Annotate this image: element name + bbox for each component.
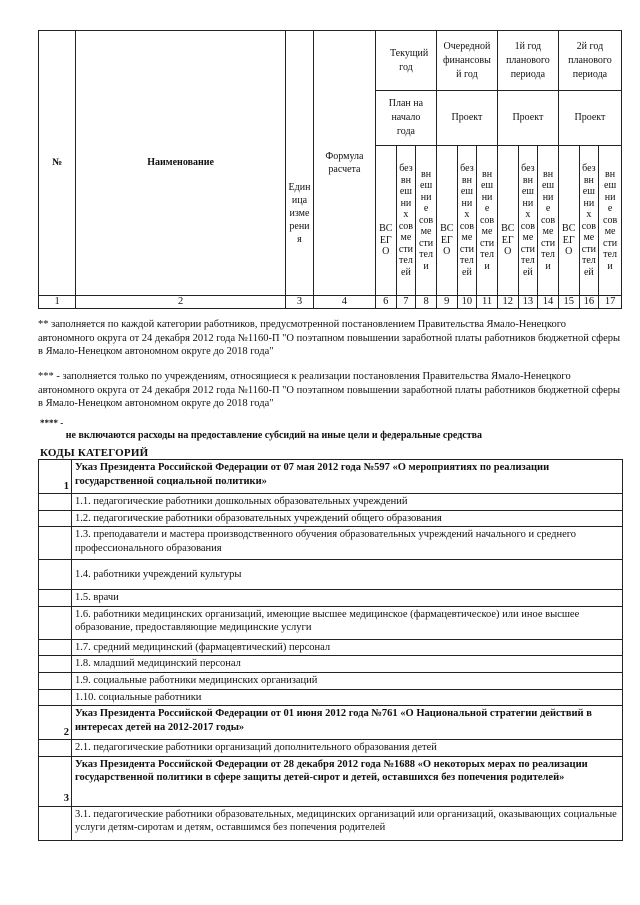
footnote-quad-star-text: не включаются расходы на предоставление субсидий на иные цели и федеральные средства: [65, 430, 482, 441]
sub-no-part: без вн еш ни х сов ме сти тел ей: [518, 146, 538, 296]
sub-part: вн еш ни е сов ме сти тел и: [477, 146, 498, 296]
sub-no-part: без вн еш ни х сов ме сти тел ей: [396, 146, 416, 296]
footnote-quad-star: [40, 418, 482, 441]
category-item: 3.1. педагогические работники образовательных, медицинских организаций или организаций, оказывающих социальные услуги детям-сиротам и детям, оставшимся без попечения родителей: [72, 806, 623, 840]
group-index: 3: [39, 756, 72, 806]
category-item: 1.2. педагогические работники образовательных учреждений общего образования: [72, 510, 623, 527]
footnote-double-star: ** заполняется по каждой категории работников, предусмотренной постановлением Правительства Ямало-Ненецкого автономного округа от 24 декабря 2012 года №1160-П "О поэтапном повышении заработной платы работников бюджетной сферы в Ямало-Ненецком автономном округе до 2018 года": [38, 319, 621, 357]
col-name-header: Наименование: [76, 31, 286, 296]
sub-total: ВС ЕГ О: [375, 146, 396, 296]
sub-part: вн еш ни е сов ме сти тел и: [416, 146, 437, 296]
group-title: Указ Президента Российской Федерации от 01 июня 2012 года №761 «О Национальной стратегии действий в интересах детей на 2012-2017 годы»: [72, 706, 623, 740]
footnote-dash: -: [58, 418, 64, 428]
footnote-triple-star: *** - заполняется только по учреждениям, относящиеся к реализации постановления Правительства Ямало-Ненецкого автономного округа от 24 декабря 2012 года №1160-П "О поэтапном повышении заработной платы работников бюджетной сферы в Ямало-Ненецком автономном округе до 2018 года": [38, 371, 621, 409]
category-item: 2.1. педагогические работники организаций дополнительного образования детей: [72, 740, 623, 757]
header-table: [38, 30, 622, 309]
column-number: 4: [313, 296, 375, 309]
col-formula-header: Формула расчета: [313, 31, 375, 296]
group-title: Указ Президента Российской Федерации от 28 декабря 2012 года №1688 «О некоторых мерах по реализации государственной политики в сфере защиты детей-сирот и детей, оставшихся без попечения родителей»: [72, 756, 623, 806]
period-2-sub: Проект: [558, 91, 621, 146]
sub-total: ВС ЕГ О: [558, 146, 579, 296]
category-item: 1.7. средний медицинский (фармацевтический) персонал: [72, 639, 623, 656]
column-number: 16: [579, 296, 599, 309]
column-number: 3: [286, 296, 314, 309]
category-item: 1.9. социальные работники медицинских организаций: [72, 672, 623, 689]
codes-table: [38, 459, 623, 841]
period-current-header: Текущий год: [375, 31, 436, 91]
codes-title: КОДЫ КАТЕГОРИЙ: [40, 447, 149, 459]
sub-total: ВС ЕГ О: [436, 146, 457, 296]
period-2-header: 2й год планового периода: [558, 31, 621, 91]
column-number: 15: [558, 296, 579, 309]
group-row: [39, 756, 623, 806]
column-number: 14: [538, 296, 559, 309]
footnote-marker: ****: [40, 418, 58, 428]
period-current-sub: План на начало года: [375, 91, 436, 146]
category-item: 1.5. врачи: [72, 590, 623, 607]
group-title: Указ Президента Российской Федерации от 07 мая 2012 года №597 «О мероприятиях по реализации государственной социальной политики»: [72, 460, 623, 494]
sub-part: вн еш ни е сов ме сти тел и: [538, 146, 559, 296]
col-unit-header: Един ица изме рени я: [286, 31, 314, 296]
group-index: 1: [39, 460, 72, 494]
column-number: 12: [497, 296, 518, 309]
column-number: 7: [396, 296, 416, 309]
period-next-header: Очередной финансовы й год: [436, 31, 497, 91]
period-1-sub: Проект: [497, 91, 558, 146]
sub-no-part: без вн еш ни х сов ме сти тел ей: [457, 146, 477, 296]
column-number: 9: [436, 296, 457, 309]
category-item: 1.10. социальные работники: [72, 689, 623, 706]
column-number: 2: [76, 296, 286, 309]
column-number: 10: [457, 296, 477, 309]
column-number: 11: [477, 296, 498, 309]
column-number: 13: [518, 296, 538, 309]
group-row: [39, 460, 623, 494]
column-numbers-row: [39, 296, 622, 309]
column-number: 1: [39, 296, 76, 309]
category-item: 1.4. работники учреждений культуры: [72, 560, 623, 590]
group-row: [39, 706, 623, 740]
category-item: 1.1. педагогические работники дошкольных образовательных учреждений: [72, 494, 623, 511]
col-no-header: №: [39, 31, 76, 296]
category-item: 1.3. преподаватели и мастера производственного обучения образовательных учреждений начального и среднего профессионального образования: [72, 527, 623, 560]
group-index: 2: [39, 706, 72, 740]
period-1-header: 1й год планового периода: [497, 31, 558, 91]
category-item: 1.6. работники медицинских организаций, имеющие высшее медицинское (фармацевтическое) или иное высшее образование, предоставляющие медицинские услуги: [72, 606, 623, 639]
category-item: 1.8. младший медицинский персонал: [72, 656, 623, 673]
column-number: 6: [375, 296, 396, 309]
sub-total: ВС ЕГ О: [497, 146, 518, 296]
column-number: 8: [416, 296, 437, 309]
sub-part: вн еш ни е сов ме сти тел и: [599, 146, 622, 296]
period-next-sub: Проект: [436, 91, 497, 146]
column-number: 17: [599, 296, 622, 309]
sub-no-part: без вн еш ни х сов ме сти тел ей: [579, 146, 599, 296]
